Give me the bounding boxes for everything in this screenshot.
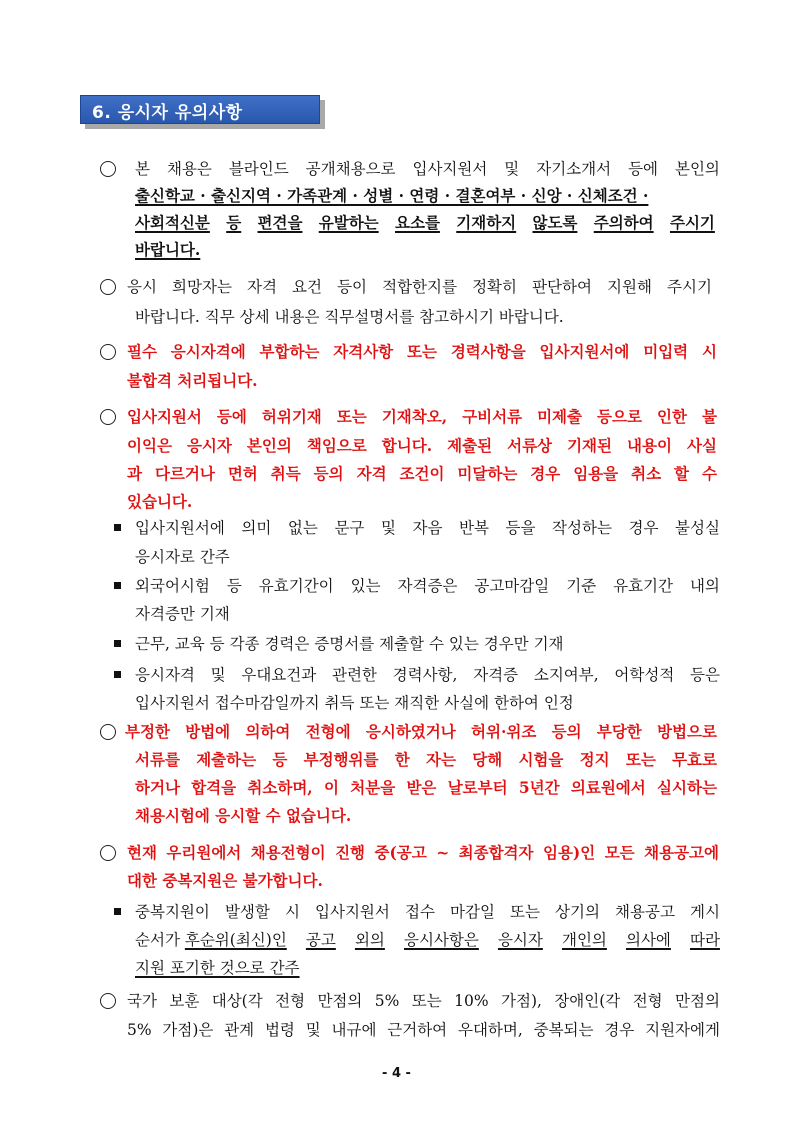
word: 서류상	[507, 436, 553, 455]
word: 정확히	[472, 278, 517, 296]
word: 우대요건과	[241, 666, 317, 684]
word: 없는	[287, 519, 318, 537]
word: 입사지원서에	[135, 519, 225, 537]
square-bullet-icon	[114, 908, 121, 915]
p1-line-3	[135, 212, 715, 234]
word: 않도록	[532, 213, 578, 232]
word: 사실	[686, 436, 717, 455]
word: 등	[226, 577, 242, 595]
word: 경우	[628, 519, 659, 537]
b4-line-1	[135, 664, 720, 686]
p3-line-1	[127, 341, 717, 363]
word: 또는	[625, 750, 656, 769]
square-bullet-icon	[114, 524, 121, 531]
word: 무효로	[672, 750, 717, 769]
circle-bullet-icon	[100, 161, 116, 177]
word: 5%	[374, 992, 400, 1010]
word: 조건이	[399, 464, 445, 483]
word: 사회적신분	[135, 213, 210, 232]
word: 지원자에게	[645, 1021, 720, 1039]
word: 취소	[631, 464, 662, 483]
p4-line-1	[127, 406, 717, 428]
word: 만점의	[675, 992, 720, 1010]
word: 기준	[566, 577, 597, 595]
word: 편견을	[257, 213, 303, 232]
word: 자기소개서	[536, 160, 612, 178]
word: 및	[305, 1021, 321, 1039]
circle-bullet-icon	[100, 993, 116, 1009]
word: 우대하며,	[457, 1021, 523, 1039]
word: 외국어시험	[135, 577, 210, 595]
word: 채용공고에	[644, 843, 719, 862]
word: 서류를	[135, 750, 180, 769]
word: 자는	[426, 750, 456, 769]
word: 입사지원서	[127, 407, 202, 426]
b1-line-1	[135, 517, 720, 539]
word: 모든	[604, 843, 635, 862]
word: 미제출	[537, 407, 582, 426]
word: 현재	[127, 843, 157, 862]
word: ~	[436, 843, 450, 862]
word: 채용공고	[615, 903, 675, 921]
p5-line-1	[125, 721, 717, 743]
b5-line-2-prefix: 순서가	[135, 931, 185, 949]
word: 경력사항을	[450, 342, 526, 361]
square-bullet-icon	[114, 671, 121, 678]
section-header	[80, 95, 326, 129]
b2-line-1	[135, 575, 720, 597]
word: 중복되는	[533, 1021, 594, 1039]
word: 어학성적	[614, 666, 675, 684]
word: 채용은	[166, 160, 212, 178]
word: 다르거나	[154, 464, 215, 483]
word: 의미	[241, 519, 272, 537]
word: 법령	[264, 1021, 295, 1039]
word: 합니다.	[381, 436, 433, 455]
word: 부정한	[125, 722, 170, 741]
word: 과	[127, 464, 142, 483]
section-title: 6. 응시자 유의사항	[92, 103, 243, 123]
p2-line-1	[127, 276, 712, 298]
word: 부당한	[596, 722, 642, 741]
word: 등의	[313, 464, 344, 483]
b5-line-2	[135, 929, 720, 951]
word: 자격	[356, 464, 387, 483]
word: 및	[504, 160, 520, 178]
word: 이	[323, 778, 339, 797]
word: 후순위(최신)인	[184, 931, 287, 949]
word: 따라	[690, 931, 720, 949]
word: 소지여부,	[533, 666, 599, 684]
circle-bullet-icon	[100, 344, 116, 360]
word: 본인의	[674, 160, 720, 178]
p4-line-2	[127, 435, 717, 457]
word: 인한	[656, 407, 687, 426]
word: 내의	[689, 577, 720, 595]
word: 필수	[127, 342, 157, 361]
word: 취득	[270, 464, 301, 483]
p1-line-2: 출신학교 · 출신지역 · 가족관계 · 성별 · 연령 · 결혼여부 · 신앙 · 신체조건 ·	[135, 186, 649, 205]
p2-line-2: 바랍니다. 직무 상세 내용은 직무설명서를 참고하시기 바랍니다.	[135, 308, 564, 326]
word: 수	[701, 464, 717, 483]
word: 지원해	[607, 278, 652, 296]
b2-line-2: 자격증만 기재	[135, 605, 230, 623]
word: 시험을	[518, 750, 564, 769]
word: 중(공고	[374, 843, 427, 862]
word: 공고마감일	[474, 577, 550, 595]
word: 전형	[632, 992, 663, 1010]
word: 희망자는	[172, 278, 232, 296]
p1-line-4: 바랍니다.	[135, 240, 201, 259]
square-bullet-icon	[114, 582, 121, 589]
word: 유효기간	[613, 577, 673, 595]
word: 본	[135, 160, 150, 178]
word: 전형	[275, 992, 306, 1010]
word: 공고	[305, 931, 336, 949]
word: 주의하여	[593, 213, 654, 232]
circle-bullet-icon	[100, 724, 116, 740]
word: 부합하는	[259, 342, 320, 361]
word: 하거나	[135, 778, 180, 797]
word: 있는	[350, 577, 381, 595]
word: 유발하는	[318, 213, 379, 232]
word: 응시사항은	[403, 931, 479, 949]
p3-line-2: 불합격 처리됩니다.	[127, 371, 258, 390]
word: 시	[284, 903, 300, 921]
word: 응시자격에	[170, 342, 246, 361]
word: 의료원에서	[570, 778, 646, 797]
circle-bullet-icon	[100, 845, 116, 861]
word: 불	[701, 407, 717, 426]
word: 방법으로	[657, 722, 717, 741]
word: 외의	[354, 931, 385, 949]
word: 등을	[505, 519, 536, 537]
word: 취소하며,	[247, 778, 313, 797]
word: 내용이	[627, 436, 672, 455]
word: 임용)인	[542, 843, 596, 862]
word: 접수	[404, 903, 435, 921]
word: 중복지원이	[135, 903, 210, 921]
word: 날로부터	[447, 778, 508, 797]
word: 허위기재	[261, 407, 322, 426]
word: 자격증은	[397, 577, 458, 595]
word: 받은	[406, 778, 437, 797]
word: 할	[674, 464, 689, 483]
word: 요소를	[395, 213, 440, 232]
word: 보훈	[169, 992, 200, 1010]
b3-line-1: 근무, 교육 등 각종 경력은 증명서를 제출할 수 있는 경우만 기재	[135, 635, 564, 653]
word: 주시기	[667, 278, 712, 296]
word: 등에	[628, 160, 659, 178]
b1-line-2: 응시자로 간주	[135, 548, 230, 566]
word: 내규에	[331, 1021, 377, 1039]
word: 관계	[224, 1021, 255, 1039]
word: 시	[701, 342, 717, 361]
word: 방법에	[185, 722, 231, 741]
word: 경력사항,	[392, 666, 458, 684]
word: 제출된	[447, 436, 493, 455]
word: 등	[226, 213, 242, 232]
word: 판단하여	[532, 278, 592, 296]
word: 한	[394, 750, 410, 769]
p5-line-2	[135, 749, 717, 771]
p5-line-3	[135, 777, 717, 799]
word: 자격사항	[333, 342, 394, 361]
page-number: - 4 -	[382, 1066, 411, 1081]
word: 블라인드	[228, 160, 289, 178]
word: 마감일	[450, 903, 495, 921]
word: 유효기간이	[258, 577, 334, 595]
word: 입사지원서	[412, 160, 488, 178]
p4-line-4: 있습니다.	[127, 492, 193, 511]
word: 면허	[227, 464, 258, 483]
word: 상기의	[555, 903, 600, 921]
word: 등은	[690, 666, 720, 684]
word: 기재된	[567, 436, 612, 455]
b5-line-1	[135, 901, 720, 923]
word: 개인의	[561, 931, 607, 949]
word: 응시자격	[135, 666, 195, 684]
word: 입사지원서	[315, 903, 390, 921]
p4-line-3	[127, 463, 717, 485]
word: 등이	[337, 278, 368, 296]
word: 임용을	[573, 464, 619, 483]
word: 작성하는	[552, 519, 612, 537]
word: 본인의	[246, 436, 292, 455]
word: 등으로	[597, 407, 642, 426]
p5-line-4: 채용시험에 응시할 수 없습니다.	[135, 806, 352, 825]
square-bullet-icon	[114, 640, 121, 647]
word: 정지	[579, 750, 610, 769]
p7-line-2	[127, 1019, 720, 1041]
word: 전형에	[305, 722, 351, 741]
circle-bullet-icon	[100, 409, 116, 425]
circle-bullet-icon	[100, 279, 116, 295]
word: 장애인(각	[554, 992, 621, 1010]
word: 제출하는	[196, 750, 257, 769]
word: 자격증	[473, 666, 519, 684]
word: 미달하는	[457, 464, 518, 483]
word: 미입력	[643, 342, 689, 361]
word: 문구	[334, 519, 365, 537]
word: 발생할	[224, 903, 270, 921]
word: 또는	[336, 407, 367, 426]
word: 채용전형이	[250, 843, 326, 862]
word: 관련한	[331, 666, 377, 684]
word: 근거하여	[387, 1021, 448, 1039]
b5-line-3: 지원 포기한 것으로 간주	[135, 959, 300, 977]
word: 경우	[604, 1021, 635, 1039]
word: 이익은	[127, 436, 172, 455]
word: 응시하였거나	[365, 722, 456, 741]
word: 가점)은	[162, 1021, 214, 1039]
word: 요건	[292, 278, 322, 296]
word: 당해	[472, 750, 503, 769]
word: 10%	[454, 992, 489, 1010]
word: 또는	[407, 342, 437, 361]
word: 주시기	[669, 213, 715, 232]
word: 등	[272, 750, 288, 769]
word: 부정행위를	[303, 750, 379, 769]
b5-line-2-underlined	[185, 929, 720, 951]
word: 또는	[510, 903, 540, 921]
p6-line-2: 대한 중복지원은 불가합니다.	[127, 871, 323, 890]
word: 처분을	[350, 778, 396, 797]
word: 허위·위조	[471, 722, 537, 741]
word: 응시자	[186, 436, 232, 455]
word: 자음	[412, 519, 443, 537]
word: 등의	[551, 722, 582, 741]
word: 기재하지	[456, 213, 517, 232]
word: 또는	[411, 992, 442, 1010]
word: 5%	[127, 1021, 152, 1039]
word: 입사지원서에	[539, 342, 630, 361]
p7-line-1	[127, 990, 720, 1012]
word: 5년간	[518, 778, 560, 797]
word: 및	[210, 666, 226, 684]
word: 책임으로	[306, 436, 367, 455]
word: 실시하는	[657, 778, 717, 797]
word: 합격을	[191, 778, 237, 797]
word: 만점의	[317, 992, 363, 1010]
word: 진행	[335, 843, 366, 862]
word: 응시자	[497, 931, 543, 949]
word: 및	[380, 519, 396, 537]
p6-line-1	[127, 842, 719, 864]
word: 최종합격자	[458, 843, 534, 862]
word: 응시	[127, 278, 157, 296]
word: 경우	[530, 464, 561, 483]
word: 공개채용으로	[305, 160, 396, 178]
word: 게시	[690, 903, 720, 921]
word: 의하여	[245, 722, 291, 741]
word: 의사에	[625, 931, 671, 949]
word: 가점),	[501, 992, 542, 1010]
b4-line-2: 입사지원서 접수마감일까지 취득 또는 재직한 사실에 한하여 인정	[135, 694, 574, 712]
word: 국가	[127, 992, 157, 1010]
p1-line-1	[135, 158, 720, 180]
word: 불성실	[675, 519, 720, 537]
word: 등에	[216, 407, 247, 426]
word: 적합한지를	[382, 278, 457, 296]
word: 우리원에서	[166, 843, 242, 862]
word: 대상(각	[211, 992, 263, 1010]
word: 반복	[459, 519, 489, 537]
word: 구비서류	[462, 407, 523, 426]
word: 자격	[247, 278, 277, 296]
word: 기재착오,	[381, 407, 448, 426]
